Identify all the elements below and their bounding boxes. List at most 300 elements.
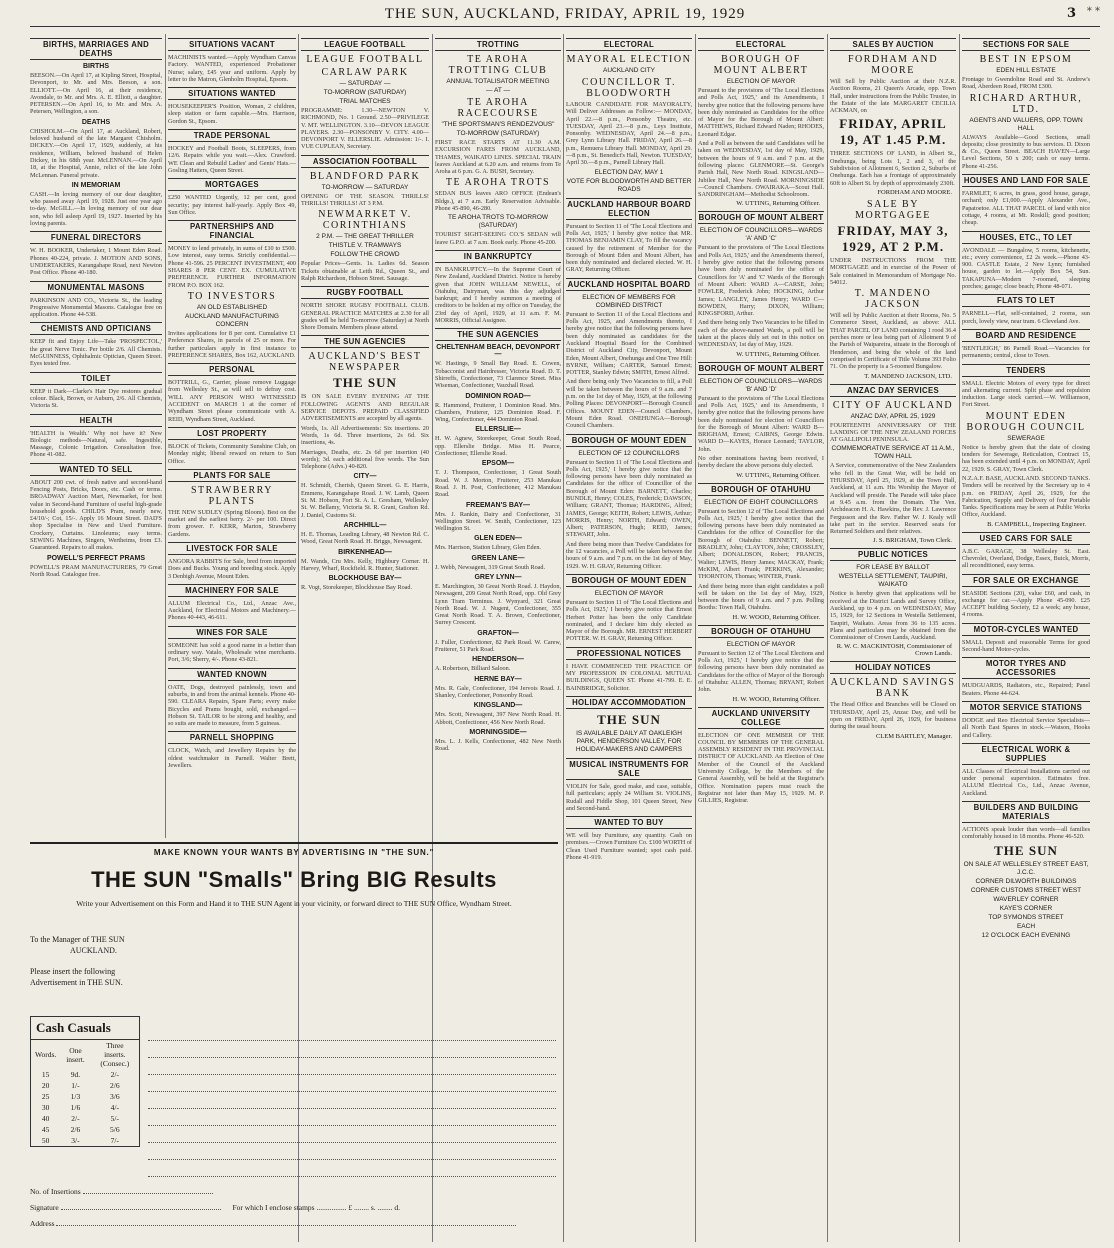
advertisement-line: ELECTION OF MAYOR <box>594 589 664 597</box>
notice-text: H. W. Agnew, Storekeeper, Great South Road, opp. Ellerslie Bridge. Miss H. Pearce, Confectioner, Ellerslie Road. <box>435 435 561 458</box>
section-heading: HOLIDAY NOTICES <box>830 661 956 674</box>
notice-text: THE NEW SUDLEY (Spring Bloom). Best on the market and the earliest berry. 2/- per 100. Direct from grower. F. KERR, Marton, Strawberry Gardens. <box>168 508 296 538</box>
subheading: BIRKENHEAD— <box>338 548 392 556</box>
advertisement-title: TE AROHA TROTS <box>445 177 551 189</box>
advertisement-title: STRAWBERRY PLANTS <box>191 484 273 507</box>
notice-text: Invites applications for 8 per cent. Cumulative £1 Preference Shares, in parcels of 25 or more. For further particulars apply in first instance to PREFERENCE SHARES, Box 162, AUCKLAND. <box>168 329 296 359</box>
notice-text: BEESON.—On April 17, at Kipling Street, Hospital, Devonport, to Mr. and Mrs. Beeson, a son. ELLIOTT.—On April 16, at their residence, Avondale, to Mr. and Mrs. A. E. Elliott, a daughter. PETERSEN.—On April 16, to Mr. and Mrs. A. Petersen, Wellington, a son. <box>30 72 162 116</box>
advertisement-line: AUCKLAND MANUFACTURING CONCERN <box>185 312 279 328</box>
section-heading: ELECTORAL <box>566 38 692 51</box>
notice-text: H. Schmidt, Cherish, Queen Street. G. E. Harris, Emmens, Karangahape Road. J. W. Lamb, Queen St. M. Hobson, Fort St. A. L. Gresham, Wellesley St. W. Bellamy, Victoria St. R. Grant, Grafton Rd. J. Daniel, Customs St. <box>301 482 429 519</box>
rate-table-body <box>31 1069 139 1146</box>
page-number: 3 <box>1066 6 1076 21</box>
section-heading: PARNELL SHOPPING <box>168 731 296 744</box>
section-heading: PARTNERSHIPS AND FINANCIAL <box>168 220 296 242</box>
notice-text: OATE, Dogs, destroyed painlessly, town and suburbs, in and from the animal kennels. Phone 40-590. CLEARA Repairs, Spare Parts; every make Bicycles and Prams bought, sold, exchanged.—Hobson St. TAILOR to be strong and healthy, and so suits are made to measure, from 5 guineas. <box>168 683 296 728</box>
column-rule <box>563 34 564 1242</box>
signature-line: R. W. C. MACKINTOSH, Commissioner of Crown Lands. <box>836 643 952 658</box>
rate-cell: 1/3 <box>70 1092 81 1101</box>
section-heading: THE SUN AGENCIES <box>301 335 429 348</box>
section-heading: MACHINERY FOR SALE <box>168 584 296 597</box>
column-3 <box>301 34 429 838</box>
notice-text: DODGE and Reo Electrical Service Specialists—all North East Spares in stock.—Watson, Hooks and Callery. <box>962 716 1090 739</box>
advertisement-line: "THE SPORTSMAN'S RENDEZVOUS" <box>441 121 555 128</box>
rate-row <box>31 1091 139 1102</box>
advertisement-line: TO-MORROW (SATURDAY) <box>323 89 407 96</box>
advertisement-title: BEST IN EPSOM <box>979 54 1073 65</box>
notice-text: Pursuant to Section 11 of the Local Elections and Polls Act, 1925, and Amendments thereto, I hereby give notice that the following persons have been duly nominated as candidates for the Auckland Hospital Board for the Combined District of Auckland City, Devonport, Mount Eden, Mount Albert, Onehunga and One Tree Hill: BYRNE, William; CARTER, Samuel Ernest; POTTER, Stanley Edwin; SMITH, Ernest Alfred. <box>566 310 692 377</box>
advertisement-title: MAYORAL ELECTION <box>566 54 692 65</box>
notice-text: Will Sell by Public Auction at their N.Z.R. Auction Rooms, 21 Queen's Arcade, opp. Town Hall, under instructions from the Public Trustee, in the Estate of the late MARGARET CECILIA ACKMAN, on <box>830 78 956 115</box>
notice-text: Mrs. L. J. Kells, Confectioner, 482 New North Road. <box>435 737 561 753</box>
rate-row <box>31 1102 139 1113</box>
notice-text: W. Hastings, 9 Small Bay Road. E. Cowen, Tobacconist and Hairdresser, Victoria Road. D. T. Shirreffs, Confectioner, 73 Clarence Street. Miss Wiseman, Confectioner, Vauxhall Road. <box>435 360 561 390</box>
subheading: MORNINGSIDE— <box>469 728 527 736</box>
advertisement-line: TO-MORROW — SATURDAY <box>321 183 409 191</box>
notice-text: SEASIDE Sections (20), value £60, and cash, in exchange for car.—Apply Phone 45-090. £25 ACCEPT building Society, £2 a week; any house, 4 rooms. <box>962 589 1090 619</box>
notice-text: Will sell by Public Auction at their Rooms, No. 5 Commerce Street, Auckland, as above: ALL THAT PARCEL OF LAND containing 1 rood 36.4 perches more or less being part of Allotment 9 of the Parish of Waipareira, situate in the Borough of Henderson, and being the whole of the land comprised in Certificate of Title Volume 393 Folio 71. On the property is a 5-roomed Bungalow. <box>830 312 956 371</box>
section-heading: HOUSES AND LAND FOR SALE <box>963 176 1089 186</box>
subheading: DOMINION ROAD— <box>465 392 531 400</box>
please-insert-line: Please insert the following <box>30 967 116 976</box>
section-heading: HOUSES, ETC., TO LET <box>962 231 1090 244</box>
section-heading: MOTOR SERVICE STATIONS <box>962 701 1090 714</box>
notice-text: M. Wands, Cru Mrs. Kelly, Highbury Corner. H. Harvey, Wharf, Rockfield. R. Hunter, Stationer. <box>301 557 429 572</box>
advertisement-line: WAVERLEY CORNER <box>993 895 1059 903</box>
column-7 <box>830 34 956 1242</box>
subheading: GRAFTON— <box>477 629 519 637</box>
city-line: AUCKLAND. <box>70 946 117 955</box>
section-heading: PUBLIC NOTICES <box>830 548 956 561</box>
notice-text: W. H. BOOKER, Undertaker, 1 Mount Eden Road. Phones 40-224, private. J. MOTION AND SONS, UNDERTAKERS, Karangahape Road, next Newton Post Office. Phone 40-180. <box>30 247 162 277</box>
notice-text: Pursuant to Section 11 of 'The Local Elections and Polls Act, 1925,' I hereby give notice that the following persons have been duly nominated as Candidates for the office of Councillor of the Borough of Mount Eden: BARNETT, Charles; BUNDLE, Henry; COLES, Frederick; DAWSON, William; GRANT, Thomas; HARDING, Alfred; JAMES, George; KEITH, Robert; LEWIS, Arthur; MORRIS, Henry; NORTH, Edward; OWEN, Albert; PATERSON, Hugh; REID, James; STEWART, John. <box>566 458 692 539</box>
edition-mark: * * <box>1086 6 1100 17</box>
notice-text: And a Poll as between the said Candidates will be taken on WEDNESDAY, 1st day of May, 1929, between the hours of 9 a.m. and 7 p.m. at the following places: GLENMORE—St. George's Parish Hall, New North Road. KINGSLAND—Jubilee Hall, New North Road. MORNINGSIDE—Council Chambers. OWAIRAKA—Scout Hall. SANDRINGHAM—Methodist Schoolroom. <box>698 140 824 199</box>
address-field[interactable] <box>56 1217 516 1226</box>
advertisement-title: LEAGUE FOOTBALL <box>306 54 424 65</box>
notice-text: CASH.—In loving memory of our dear daughter, who passed away April 19, 1928. Just one year ago to-day. McGILL.—In loving memory of our dear son, who fell asleep April 19, 1927. Inserted by his loving parents. <box>30 190 162 228</box>
signature-field[interactable] <box>61 1201 221 1210</box>
notice-text: E. Marchington, 30 Great North Road. J. Haydon, Newsagent, 209 Great North Road, opp. Old Grey Lynn Tram Terminus. J. Wynyard, 321 Great North Road. W. J. Nugent, Confectioner, 355 Great North Road. T. A. Brown, Confectioner, Surrey Crescent. <box>435 582 561 627</box>
advertisement-in-line: Advertisement in THE SUN. <box>30 978 123 987</box>
advertisement-line: ANZAC DAY, APRIL 25, 1929 <box>850 412 936 420</box>
notice-text: The Head Office and Branches will be Closed on THURSDAY, April 25, Anzac Day, and will be open on FRIDAY, April 26, 1929, for business during the usual hours. <box>830 701 956 731</box>
section-heading: TENDERS <box>962 364 1090 377</box>
rate-row <box>31 1080 139 1091</box>
notice-text: FOURTEENTH ANNIVERSARY OF THE LANDING OF THE NEW ZEALAND FORCES AT GALLIPOLI PENINSULA. <box>830 421 956 444</box>
section-heading: PERSONAL <box>168 363 296 376</box>
masthead <box>30 6 1100 27</box>
advertisement-title: BOROUGH OF MOUNT ALBERT <box>713 54 809 76</box>
advertisement-line: AN OLD ESTABLISHED <box>196 303 268 311</box>
notice-text: VIOLIN for Sale, good make, and case, suitable, full particulars; apply 24 William St. VIOLINS, Rudall and Fiddle Shop, 101 Queen Street, New and Second-hand. <box>566 782 692 812</box>
advertisement-line: FOR LEASE BY BALLOT <box>856 564 930 572</box>
notice-text: CLOCK, Watch, and Jewellery Repairs by the oldest watchmaker in Parnell. Walter Brett, Jewellers. <box>168 747 296 770</box>
rate-cell: 50 <box>41 1136 50 1145</box>
section-heading: ANZAC DAY SERVICES <box>830 384 956 397</box>
address-label: Address <box>30 1219 55 1228</box>
advertisement-title: RICHARD ARTHUR, LTD. <box>969 92 1083 115</box>
notice-text: ALWAYS Available—Good Sections, small deposits; close proximity to bus services. D. Dixon & Co., Queen Street. BEACH HAVEN—Large Level Sections, 50 x 200; cash or easy terms. Phone 41-256. <box>962 133 1090 170</box>
writing-line[interactable] <box>148 1143 556 1160</box>
notice-text: ACTIONS speak louder than words—all families comfortably housed in 18 months. Phone 46-520. <box>962 826 1090 841</box>
rate-row <box>31 1069 139 1080</box>
section-heading: PROFESSIONAL NOTICES <box>566 647 692 660</box>
signature-line: CLEM BARTLEY, Manager. <box>875 732 952 740</box>
column-rule <box>959 34 960 1242</box>
insertions-label: No. of Insertions <box>30 1187 81 1196</box>
section-heading: SALES BY AUCTION <box>830 38 956 51</box>
notice-text: R. Hammond, Fruiterer, 1 Dominion Road. Mrs. Chambers, Fruiterer, 125 Dominion Road. F. Wing, Confectioner, 444 Dominion Road. <box>435 401 561 424</box>
rate-table-header <box>31 1040 139 1069</box>
notice-text: Pursuant to the provisions of 'The Local Elections and Polls Act, 1925,' and its Amendments, I hereby give notice that the following persons have been duly nominated as Candidates for the office of Mayor for the Borough of Mount Albert: MATTHEWS, Richard Edward Naden; RHODES, Leonard Edgar. <box>698 87 824 138</box>
signature-line: W. UTTING, Returning Officer. <box>736 350 820 358</box>
notice-text: UNDER INSTRUCTIONS FROM THE MORTGAGEE and in exercise of the Power of Sale contained in Memorandum of Mortgage No. 54012. <box>830 256 956 286</box>
signature-line: W. UTTING, Returning Officer. <box>736 200 820 208</box>
notice-text: A Service, commemorative of the New Zealanders who fell in the Great War, will be held on THURSDAY, April 25, 1929, at the Town Hall, Auckland, at 11 a.m. His Worship the Mayor of Auckland will preside. The Parade will take place at 9.45 a.m. from the Domain. The Ven. Archdeacon H. A. Hawkins, the Rev. J. Lawrence Fergusson and the Rev. Father W. J. Kealy will take part in the service. Reserved seats for Returned Soldiers and their relatives. <box>830 462 956 536</box>
subheading: IN MEMORIAM <box>71 181 121 189</box>
notice-text: TOURIST SIGHT-SEEING CO.'S SEDAN will leave G.P.O. at 7 a.m. Book early. Phone 45-200. <box>435 231 561 246</box>
section-heading: FOR SALE OR EXCHANGE <box>962 574 1090 587</box>
notice-text: ELECTION OF ONE MEMBER OF THE COUNCIL BY MEMBERS OF THE GENERAL ASSEMBLY RESIDENT IN THE PROVINCIAL DISTRICT OF AUCKLAND. An Election of One Member of the Council of the Auckland University College, by the Members of the General Assembly, will be held at the Registrar's Office. Nomination papers must reach the Registrar not later than May 15, 1929. M. P. GILLIES, Registrar. <box>698 731 824 805</box>
advertisement-writing-lines[interactable] <box>148 1024 556 1177</box>
make-known-banner: MAKE KNOWN YOUR WANTS BY ADVERTISING IN "THE SUN." <box>153 848 435 857</box>
advertisement-title: TE AROHA TROTTING CLUB <box>448 54 548 76</box>
notice-text: IN BANKRUPTCY.—In the Supreme Court of New Zealand, Auckland District. Notice is hereby given that JOHN WILLIAM NEWELL, of Otahuhu, Dairyman, was this day adjudged bankrupt; and I hereby summon a meeting of creditors to be holden at my office on Tuesday, the 23rd day of April, 1929, at 11 a.m. F. M. MORRIS, Official Assignee. <box>435 265 561 325</box>
subheading: POWELL'S PERFECT PRAMS <box>46 554 146 562</box>
section-heading: BOARD AND RESIDENCE <box>962 329 1090 342</box>
rate-cell: 2/- <box>110 1070 119 1079</box>
advertisement-line: ELECTION DAY, MAY 1 <box>594 168 664 176</box>
section-heading: TRADE PERSONAL <box>168 129 296 142</box>
signature-line: J. S. BRIGHAM, Town Clerk. <box>873 537 952 545</box>
writing-line[interactable] <box>148 1092 556 1109</box>
column-8 <box>962 34 1090 1242</box>
signature-line: H. W. WOOD, Returning Officer. <box>732 695 820 703</box>
subheading: EPSOM— <box>481 460 515 468</box>
advertisement-line: TE AROHA TROTS TO-MORROW (SATURDAY) <box>447 214 549 230</box>
notice-text: Notice is hereby given that applications will be received at the District Lands and Survey Office, Auckland, up to 4 p.m. on WEDNESDAY, May 15, 1929, for 12 Sections in Westella Settlement, Taupiri, Waikato. Areas from 36 to 135 acres. Plans and particulars may be obtained from the Commissioner of Crown Lands, Auckland. <box>830 590 956 642</box>
advertisement-line: ELECTION OF MAYOR <box>726 640 796 648</box>
advertisement-title: CITY OF AUCKLAND <box>832 399 954 411</box>
notice-text: SOMEONE has sold a good name in a better than ordinary way. Vatalo, Wholesale wine merchants. Port, 3/6; Sherry, 4/-. Phone 43-821. <box>168 641 296 664</box>
section-heading: TOILET <box>30 372 162 385</box>
rate-row <box>31 1124 139 1135</box>
advertisement-line: SEWERAGE <box>1007 434 1045 442</box>
notice-text: 'BENTLEIGH,' 86 Parnell Road.—Vacancies for permanents; central, close to Town. <box>962 344 1090 360</box>
rate-cell: 2/6 <box>110 1081 120 1090</box>
advertisement-line: THISTLE V. TRAMWAYS <box>328 242 402 250</box>
notice-text: PARNELL—Flat, self-contained, 2 rooms, sun porch, lovely view, near tram. 6 Cleveland Ave. <box>962 310 1090 325</box>
notice-text: CHISHOLM.—On April 17, at Auckland, Robert, beloved husband of the late Margaret Chisholm. DICKEY.—On April 17, 1929, suddenly, at his residence, William, beloved husband of Helen Dickey, in his 68th year. McLENNAN.—On April 18, at the Hospital, Annie, relict of the late John McLennan. Funeral private. <box>30 127 162 179</box>
advertisement-line: ELECTION OF MEMBERS FOR COMBINED DISTRICT <box>582 293 676 309</box>
section-heading: BIRTHS, MARRIAGES AND DEATHS <box>30 38 162 60</box>
subheading: HERNE BAY— <box>474 675 522 683</box>
section-heading: THE SUN AGENCIES <box>435 328 561 341</box>
section-heading: IN BANKRUPTCY <box>435 250 561 263</box>
subheading: FREEMAN'S BAY— <box>465 501 531 509</box>
rate-cell: 15 <box>41 1070 50 1079</box>
notice-text: Marriages, Deaths, etc. 2s 6d per insertion (40 words); 3d. each additional five words. The Sun Telephone (Advs.) 40-820. <box>301 448 429 471</box>
notice-text: Notice is hereby given that the date of closing tenders for Sewerage, Reticulation, Contract 15, has been extended until 4 p.m. on MONDAY, April 22, 1929. S. GRAY, Town Clerk. <box>962 443 1090 473</box>
writing-line[interactable] <box>148 1041 556 1058</box>
rate-cell: 3/- <box>71 1136 80 1145</box>
notice-text: FARMLET, 6 acres, in grass, good house, garage, orchard; only £1,000.—Apply Alexander Ave., Papatoetoe. ALL THAT PARCEL of land with nice cottage, 4 rooms, at Mt. Roskill; good position; cheap. <box>962 190 1090 227</box>
notice-text: PROGRAMME: 1.30—NEWTON V. RICHMOND, No. 1 Ground. 2.50—PRIVILEGE V. MT. WELLINGTON. 3.10—DEVON LEAGUE PLAYERS. 2.30—PONSONBY V. CITY. 4.00—DEVONPORT V. ELLERSLIE. Admission: 1/-. I. VUE CUPLEAN, Secretary. <box>301 107 429 151</box>
section-heading: RUGBY FOOTBALL <box>301 286 429 299</box>
advertisement-line: IS AVAILABLE DAILY AT OAKLEIGH PARK, HENDERSON VALLEY, FOR HOLIDAY-MAKERS AND CAMPERS <box>575 729 683 753</box>
notice-text: Mrs. Harrison, Station Library, Glen Eden. <box>435 544 541 552</box>
subheading: HENDERSON— <box>472 656 524 664</box>
subheading: ELLERSLIE— <box>475 426 521 434</box>
section-heading: BOROUGH OF MOUNT ALBERT <box>698 213 824 223</box>
notice-text: A.B.C. GARAGE, 38 Wellesley St. East. Chevrolet, Overland, Dodge, Essex, Buick, Morris, all reconditioned, easy terms. <box>962 547 1090 570</box>
advertisement-title: BLANDFORD PARK <box>309 170 421 182</box>
cash-casuals-title: Cash Casuals <box>31 1017 139 1040</box>
notice-text: 'HEALTH is Wealth.' Why not have it? New Biologic methods—Natural, safe. Ingestible, Massage, Colonic Irrigation. Consultation free. Phone 41-082. <box>30 429 162 459</box>
notice-text: £250 WANTED Urgently, 12 per cent, good security; pay interest half-yearly. Apply Box 49, Sun Office. <box>168 194 296 216</box>
advertisement-line: AUCKLAND CITY <box>602 67 655 74</box>
rate-cell: 2/6 <box>70 1125 81 1134</box>
advertisement-title: COUNCILLOR T. BLOODWORTH <box>581 77 677 99</box>
advertisement-line: WESTELLA SETTLEMENT, TAUPIRI, WAIKATO <box>838 573 948 589</box>
section-heading: ELECTORAL <box>698 38 824 51</box>
writing-line[interactable] <box>148 1160 556 1177</box>
column-rule <box>695 34 696 1242</box>
notice-text: POWELL'S PRAM MANUFACTURERS, 79 Great North Road. Catalogue free. <box>30 563 162 578</box>
subheading: BLOCKHOUSE BAY— <box>328 575 402 583</box>
rate-cell: 2/- <box>71 1114 80 1123</box>
column-rule <box>165 34 166 838</box>
subheading: CHELTENHAM BEACH, DEVONPORT— <box>436 344 560 359</box>
insertions-field[interactable] <box>83 1185 213 1194</box>
notice-text: AVONDALE — Bungalow, 5 rooms, kitchenette, etc.; every convenience, £2 2s week.—Phone 43-900. CASTLE Estate, 2 New Lynn; furnished house, garden to let.—Apply Box 54, Sun. TAKAPUNA—Modern 7-roomed, sleeping porches; garage; close beach; Phone 48-071. <box>962 246 1090 291</box>
form-instruction: Write your Advertisement on this Form and Hand it to THE SUN Agent in your vicinity, or forward direct to THE SUN Office, Wyndham Street. <box>76 899 512 908</box>
section-heading: FLATS TO LET <box>962 294 1090 307</box>
subheading: KINGSLAND— <box>473 702 523 710</box>
advertisement-line: TRIAL MATCHES <box>339 98 391 105</box>
notice-text: And there being only Two Vacancies to fill, a Poll will be taken between the hours of 9 a.m. and 7 p.m. on the 1st day of May, 1929, at the following Polling Places: DEVONPORT—Borough Council Offices. MOUNT EDEN—Council Chambers, Mount Eden Road. ONEHUNGA—Borough Council Chambers. <box>566 378 692 430</box>
advertisement-display-line: THE SUN <box>994 842 1058 858</box>
advertisement-display-line: THE SUN <box>597 711 661 727</box>
notice-text: Pursuant to Section 11 of 'The Local Elections and Polls Act, 1925,' I hereby give notice that MR. THOMAS BENJAMIN CLAY, To fill the vacancy caused by the retirement of Member for the Borough of Mount Eden and Mount Albert, has been duly nominated and declared elected. W. H. GRAY, Returning Officer. <box>566 222 692 274</box>
notice-text: ALLUM Electrical Co., Ltd., Anzac Ave., Auckland, for Electrical Motors and Machinery.—Phones 40-443, 46-611. <box>168 599 296 622</box>
notice-text: NORTH SHORE RUGBY FOOTBALL CLUB. GENERAL PRACTICE MATCHES at 2.30 for all grades will be held To-morrow (Saturday) at North Shore Domain. Members please attend. <box>301 302 429 332</box>
advertisement-line: ELECTION OF MAYOR <box>726 78 796 85</box>
notice-text: ABOUT 200 cwt. of fresh native and second-hand Fencing Posts, Bricks, Doors, etc. Cash or terms. BROADWAY Auction Mart, Newmarket, for best value in Second-hand Furniture of useful high-grade household goods. CHILD'S Pram, nearly new, £4/10/-; Cot, 15/-. Apply 16 Mount Street. DAD'S shop Specialise in New and Used Furniture. Crockery, Curtains. Linoleums; easy terms. SEWING Machines, Singers, Wertheims, from £3. Guaranteed. Repairs to all makes. <box>30 478 162 552</box>
signature-line: T. MANDENO JACKSON, LTD. <box>864 372 952 380</box>
section-heading: SITUATIONS WANTED <box>168 87 296 100</box>
advertisement-title: SALE BY MORTGAGEE <box>855 198 931 221</box>
advertisement-title: FORDHAM AND MOORE <box>847 54 939 76</box>
section-heading: PLANTS FOR SALE <box>168 469 296 482</box>
notice-text: A. Robertson, Billiard Saloon. <box>435 665 511 673</box>
section-heading: LIVESTOCK FOR SALE <box>168 542 296 555</box>
notice-text: WE will buy Furniture, any quantity. Cash on premises.—Crown Furniture Co. £100 WORTH of Clean Used Furniture wanted; spot cash paid. Phone 41-919. <box>566 832 692 861</box>
notice-text: Pursuant to the provisions of 'The Local Elections and Polls Act, 1925,' and its Amendments, I hereby give notice that the following persons have been duly nominated for election of Councillors for the Borough of Mount Albert: WARD B—BRIGHAM, Ernest; CAIRNS, George Edwin. WARD D—KAYES, Horace Leonard; TAYLOR, John. <box>698 394 824 453</box>
rate-cell: 20 <box>41 1081 50 1090</box>
advertisement-line: CORNER DILWORTH BUILDINGS <box>975 877 1077 885</box>
notice-text: Pursuant to Section 11 of 'The Local Elections and Polls Act, 1925,' I hereby give notice that Ernest Herbert Potter has been the only Candidate nominated, and I declare him duly elected as Mayor of the Borough. MR. ERNEST HERBERT POTTER. W. H. GRAY, Returning Officer. <box>566 598 692 643</box>
section-heading: MOTOR TYRES AND ACCESSORIES <box>962 657 1090 679</box>
advertisement-line: ELECTION OF COUNCILLORS—WARDS 'B' AND 'D' <box>699 377 823 393</box>
column-2 <box>168 34 296 838</box>
notice-text: H. E. Thomas, Leading Library, 48 Newton Rd. C. Wood, Great North Road. H. Briggs, Newsagent. <box>301 530 429 546</box>
rate-cell: 25 <box>41 1092 50 1101</box>
advertisement-line: TOP SYMONDS STREET <box>988 913 1064 921</box>
section-heading: BOROUGH OF MOUNT EDEN <box>566 574 692 587</box>
section-heading: AUCKLAND HOSPITAL BOARD <box>567 279 691 289</box>
column-rule <box>827 34 828 1242</box>
advertisement-title: TO INVESTORS <box>187 290 277 302</box>
section-heading: SITUATIONS VACANT <box>168 38 296 51</box>
section-heading: BOROUGH OF MOUNT ALBERT <box>698 363 824 373</box>
signature-line: H. W. WOOD, Returning Officer. <box>732 613 820 621</box>
section-heading: AUCKLAND UNIVERSITY COLLEGE <box>698 707 824 729</box>
advertisement-line: EDEN HILL ESTATE <box>996 67 1056 74</box>
rate-column-header: Words. <box>35 1050 57 1059</box>
notice-text: KEEP it Dark—Clarke's Hair Dye restores gradual colour. Black, Brown, or Auburn, 2/6. All Chemists, Victoria St. <box>30 387 162 410</box>
writing-line[interactable] <box>148 1058 556 1075</box>
advertisement-line: COMMEMORATIVE SERVICE AT 11 A.M., TOWN HALL <box>831 445 955 461</box>
signature-line: FORDHAM AND MOORE. <box>877 188 952 196</box>
section-heading: USED CARS FOR SALE <box>962 532 1090 545</box>
writing-line[interactable] <box>148 1126 556 1143</box>
advertisement-line: AGENTS AND VALUERS, OPP. TOWN HALL <box>969 116 1083 132</box>
notice-text: T. J. Thompson, Confectioner, 1 Great South Road. W. J. Morton, Fruiterer, 253 Manukau Road. J. H. Post, Confectioner, 412 Manukau Road. <box>435 469 561 499</box>
advertisement-line: — AT — <box>486 87 510 94</box>
writing-line[interactable] <box>148 1024 556 1041</box>
rate-cell: 4/- <box>110 1103 119 1112</box>
rate-column-header: Three inserts. (Consec.) <box>100 1041 130 1068</box>
section-heading: BUILDERS AND BUILDING MATERIALS <box>962 801 1090 823</box>
subheading: BIRTHS <box>82 63 110 70</box>
section-heading: MORTGAGES <box>168 178 296 191</box>
notice-text: THREE SECTIONS OF LAND, in Albert St., Onehunga, being Lots 1, 2 and 3, of the Subdivision of Allotment 6, Section 2, Suburbs of Onehunga. Each has a frontage of approximately 60ft to Albert St. by depth of approximately 230ft. <box>830 150 956 187</box>
notice-text: HOCKEY and Football Boots, SLEEPERS, from 12/6. Repairs while you wait.—Alex. Crawford. WE Clean and Rebuild Ladies' and Gents' Hats.—Gosling Hatters, Queen Street. <box>168 145 296 174</box>
notice-text: Pursuant to Section 12 of 'The Local Elections and Polls Act, 1925,' I hereby give notice that the following persons have been duly nominated as Candidates for the office of Councillor for the Borough of Otahuhu: BENNETT, Robert; BRADLEY, John; CLAYTON, John; CROSSLEY, Albert; DONALDSON, Robert; FRANCIS, Walter; LEWIS, Henry James; MACKAY, Frank; McKIM, Albert Frank; PERKINS, Alexander; THORNTON, Thomas; WINTER, Frank. <box>698 507 824 581</box>
section-heading: MUSICAL INSTRUMENTS FOR SALE <box>566 758 692 780</box>
advertisement-title: NEWMARKET V. CORINTHIANS <box>318 209 412 232</box>
notice-text: J. Webb, Newsagent, 319 Great South Road. <box>435 563 546 571</box>
subheading: GLEN EDEN— <box>474 535 522 543</box>
advertisement-line: EACH <box>1016 922 1036 930</box>
subheading: GREY LYNN— <box>474 573 522 581</box>
notice-text: SMALL Electric Motors of every type for direct and alternating current. Split phase and repulsion induction. Large stock carried.—W. Williamson, Fort Street. <box>962 379 1090 409</box>
advertisement-display-line: FRIDAY, MAY 3, 1929, AT 2 P.M. <box>837 222 949 254</box>
signature-label: Signature <box>30 1203 59 1212</box>
advertisement-line: VOTE FOR BLOODWORTH AND BETTER ROADS <box>566 177 692 193</box>
notice-text: I HAVE COMMENCED THE PRACTICE OF MY PROFESSION IN COLONIAL MUTUAL BUILDINGS, QUEEN ST. Phone 41-799. E. E. BAINBRIDGE, Solicitor. <box>566 662 692 692</box>
notice-text: BOTTRILL, G., Carrier, please remove Luggage from Wellesley St., as will sell to defray cost. WILL ANY PERSON WHO WITNESSED ACCIDENT on MARCH 1 at the corner of Wyndham Street please communicate with A. REID, Wyndham Street, Auckland. <box>168 379 296 423</box>
section-heading: BOROUGH OF OTAHUHU <box>698 483 824 496</box>
notice-text: SMALL Deposit and reasonable Terms for good Second-hand Motor-cycles. <box>962 638 1090 654</box>
notice-text: Pursuant to Section 12 of 'The Local Elections and Polls Act, 1925,' I hereby give notice that the following persons have been duly nominated as Candidates for the office of Mayor of the Borough of Otahuhu: ALLEN, Thomas; BRYANT, Robert John. <box>698 649 824 694</box>
section-heading: WINES FOR SALE <box>168 626 296 639</box>
subheading: ARCHHILL— <box>343 521 387 529</box>
notice-text: Pursuant to the provisions of 'The Local Elections and Polls Act, 1925,' and the Amendments thereof, I hereby give notice that the following persons have been duly nominated for the office of Councillors for 'A' and 'C' Wards of the Borough of Mount Albert: WARD A—CARSE, John; FOWLER, Frederick John; HOCKING, Arthur James; LANGLEY, James Henry; WARD C—BOWDEN, Harry; DIXON, William; KINGSFORD, Arthur. <box>698 244 824 318</box>
advertisement-line: — SATURDAY — <box>339 80 391 87</box>
section-heading: ASSOCIATION FOOTBALL <box>301 155 429 168</box>
rate-cell: 45 <box>41 1125 50 1134</box>
section-heading: WANTED KNOWN <box>168 668 296 681</box>
advertisement-display-line: THE SUN <box>333 375 397 391</box>
section-heading: WANTED TO BUY <box>566 816 692 829</box>
writing-line[interactable] <box>148 1109 556 1126</box>
notice-text: And there being only Two Vacancies to be filled in each of the above-named Wards, a poll will be taken at the places duly set out in this notice on WEDNESDAY, 1st day of May, 1929. <box>698 319 824 349</box>
notice-text: MUDGUARDS, Radiators, etc., Repaired; Panel Beaters. Phone 44-624. <box>962 682 1090 697</box>
notice-text: Mrs. Scott, Newsagent, 397 New North Road. H. Abbott, Confectioner, 456 New North Road. <box>435 711 561 726</box>
advertisement-title: CARLAW PARK <box>321 67 409 78</box>
rate-cell: 5/6 <box>110 1125 120 1134</box>
column-5 <box>566 34 692 1242</box>
advertisement-line: ELECTION OF 12 COUNCILLORS <box>578 449 680 457</box>
notice-text: OPENING OF THE SEASON. THRILLS! THRILLS! THRILLS! AT 3 P.M. <box>301 192 429 208</box>
notice-text: IS ON SALE EVERY EVENING AT THE FOLLOWING AGENTS AND REGULAR SERVICE DEPOTS. PREPAID CLASSIFIED ADVERTISEMENTS are accepted by all agents. <box>301 393 429 423</box>
subheading: CITY— <box>353 473 377 481</box>
writing-line[interactable] <box>148 1075 556 1092</box>
notice-text: MONEY to lend privately, in sums of £10 to £500. Low interest, easy terms. Strictly confidential.—Phone 41-596. 25 PERCENT INVESTMENT, 400 SHARES 8 PER CENT. EX. CUMULATIVE PREFERENCE. FURTHER INFORMATION FROM P.O. BOX 162. <box>168 245 296 289</box>
rate-row <box>31 1135 139 1146</box>
form-address-block <box>30 934 558 988</box>
notice-text: Mrs. R. Gale, Confectioner, 194 Jervois Road. J. Shanley, Confectioner, Ponsonby Road. <box>435 684 561 699</box>
to-manager-line: To the Manager of THE SUN <box>30 935 125 944</box>
section-heading: HOLIDAY ACCOMMODATION <box>566 696 692 709</box>
column-1 <box>30 34 162 838</box>
notice-text: J. Fuller, Confectioner, 82 Park Road. W. Carew, Fruiterer, 51 Park Road. <box>435 638 561 654</box>
advertisement-title: TE AROHA RACECOURSE <box>457 97 539 119</box>
notice-text: R. Vogt, Storekeeper, Blockhouse Bay Road. <box>301 584 413 592</box>
advertisement-line: TO-MORROW (SATURDAY) <box>456 130 540 137</box>
rate-cell: 1/6 <box>70 1103 81 1112</box>
rate-row <box>31 1113 139 1124</box>
rate-cell: 5/- <box>110 1114 119 1123</box>
section-heading: BOROUGH OF OTAHUHU <box>698 625 824 638</box>
advertisement-title: T. MANDENO JACKSON <box>854 288 932 311</box>
advertisement-line: CORNER CUSTOMS STREET WEST <box>970 886 1082 894</box>
notice-text: And there being more than eight candidates a poll will be taken on the 1st day of May, 1929, between the hours of 9 a.m. and 7 p.m. Polling Booths: Town Hall, Otahuhu. <box>698 582 824 612</box>
section-heading: MOTOR-CYCLES WANTED <box>962 623 1090 636</box>
smalls-order-form <box>30 842 558 1244</box>
notice-text: Popular Prices—Gents. 1s. Ladies 6d. Season Tickets obtainable at Leith Rd., Queen St., and Ralph Richardson, Hobson Street. Sausage. <box>301 260 429 282</box>
section-heading: LEAGUE FOOTBALL <box>301 38 429 51</box>
signature-line: B. CAMPBELL, Inspecting Engineer. <box>987 520 1086 528</box>
section-heading: CHEMISTS AND OPTICIANS <box>30 322 162 335</box>
cash-casuals-rate-table <box>30 1016 140 1147</box>
advertisement-line: ANNUAL TOTALISATOR MEETING <box>446 78 550 85</box>
section-heading: AUCKLAND HARBOUR BOARD ELECTION <box>567 199 691 218</box>
notice-text: KEEP fit and Enjoy Life—Take 'PROSPECTOL,' the great Nerve Tonic. Per bottle 2/6. All Chemists. McGUINNESS, Ophthalmic Optician, Queen Street. Eyes tested free. <box>30 338 162 368</box>
section-heading: ELECTRICAL WORK & SUPPLIES <box>962 743 1090 765</box>
rate-cell: 40 <box>41 1114 50 1123</box>
notice-text: ALL Classes of Electrical Installations carried out under personal supervision. Estimates free. ALLUM Electrical Co., Ltd., Anzac Avenue, Auckland. <box>962 767 1090 797</box>
advertisement-line: ELECTION OF EIGHT COUNCILLORS <box>704 498 818 506</box>
section-heading: MONUMENTAL MASONS <box>30 281 162 294</box>
section-heading: FUNERAL DIRECTORS <box>30 231 162 244</box>
subheading: DEATHS <box>81 118 111 126</box>
section-heading: TROTTING <box>435 38 561 51</box>
enclose-stamps-text: For which I enclose stamps ................ £ ........ s. ........ d. <box>232 1203 400 1212</box>
section-heading: LOST PROPERTY <box>168 427 296 440</box>
advertisement-title: AUCKLAND'S BEST NEWSPAPER <box>308 351 422 374</box>
advertisement-line: ELECTION OF COUNCILLORS—WARDS 'A' AND 'C' <box>699 227 823 243</box>
notice-text: And there being more than Twelve Candidates for the 12 vacancies, a Poll will be taken between the hours of 9 a.m. and 7 p.m. on the 1st day of May, 1929. W. H. GRAY, Returning Officer. <box>566 540 692 570</box>
section-heading: BOROUGH OF MOUNT EDEN <box>566 434 692 447</box>
column-6 <box>698 34 824 1242</box>
rate-cell: 1/- <box>71 1081 80 1090</box>
advertisement-line: KAYE'S CORNER <box>999 904 1053 912</box>
advertisement-title: AUCKLAND SAVINGS BANK <box>830 677 956 700</box>
